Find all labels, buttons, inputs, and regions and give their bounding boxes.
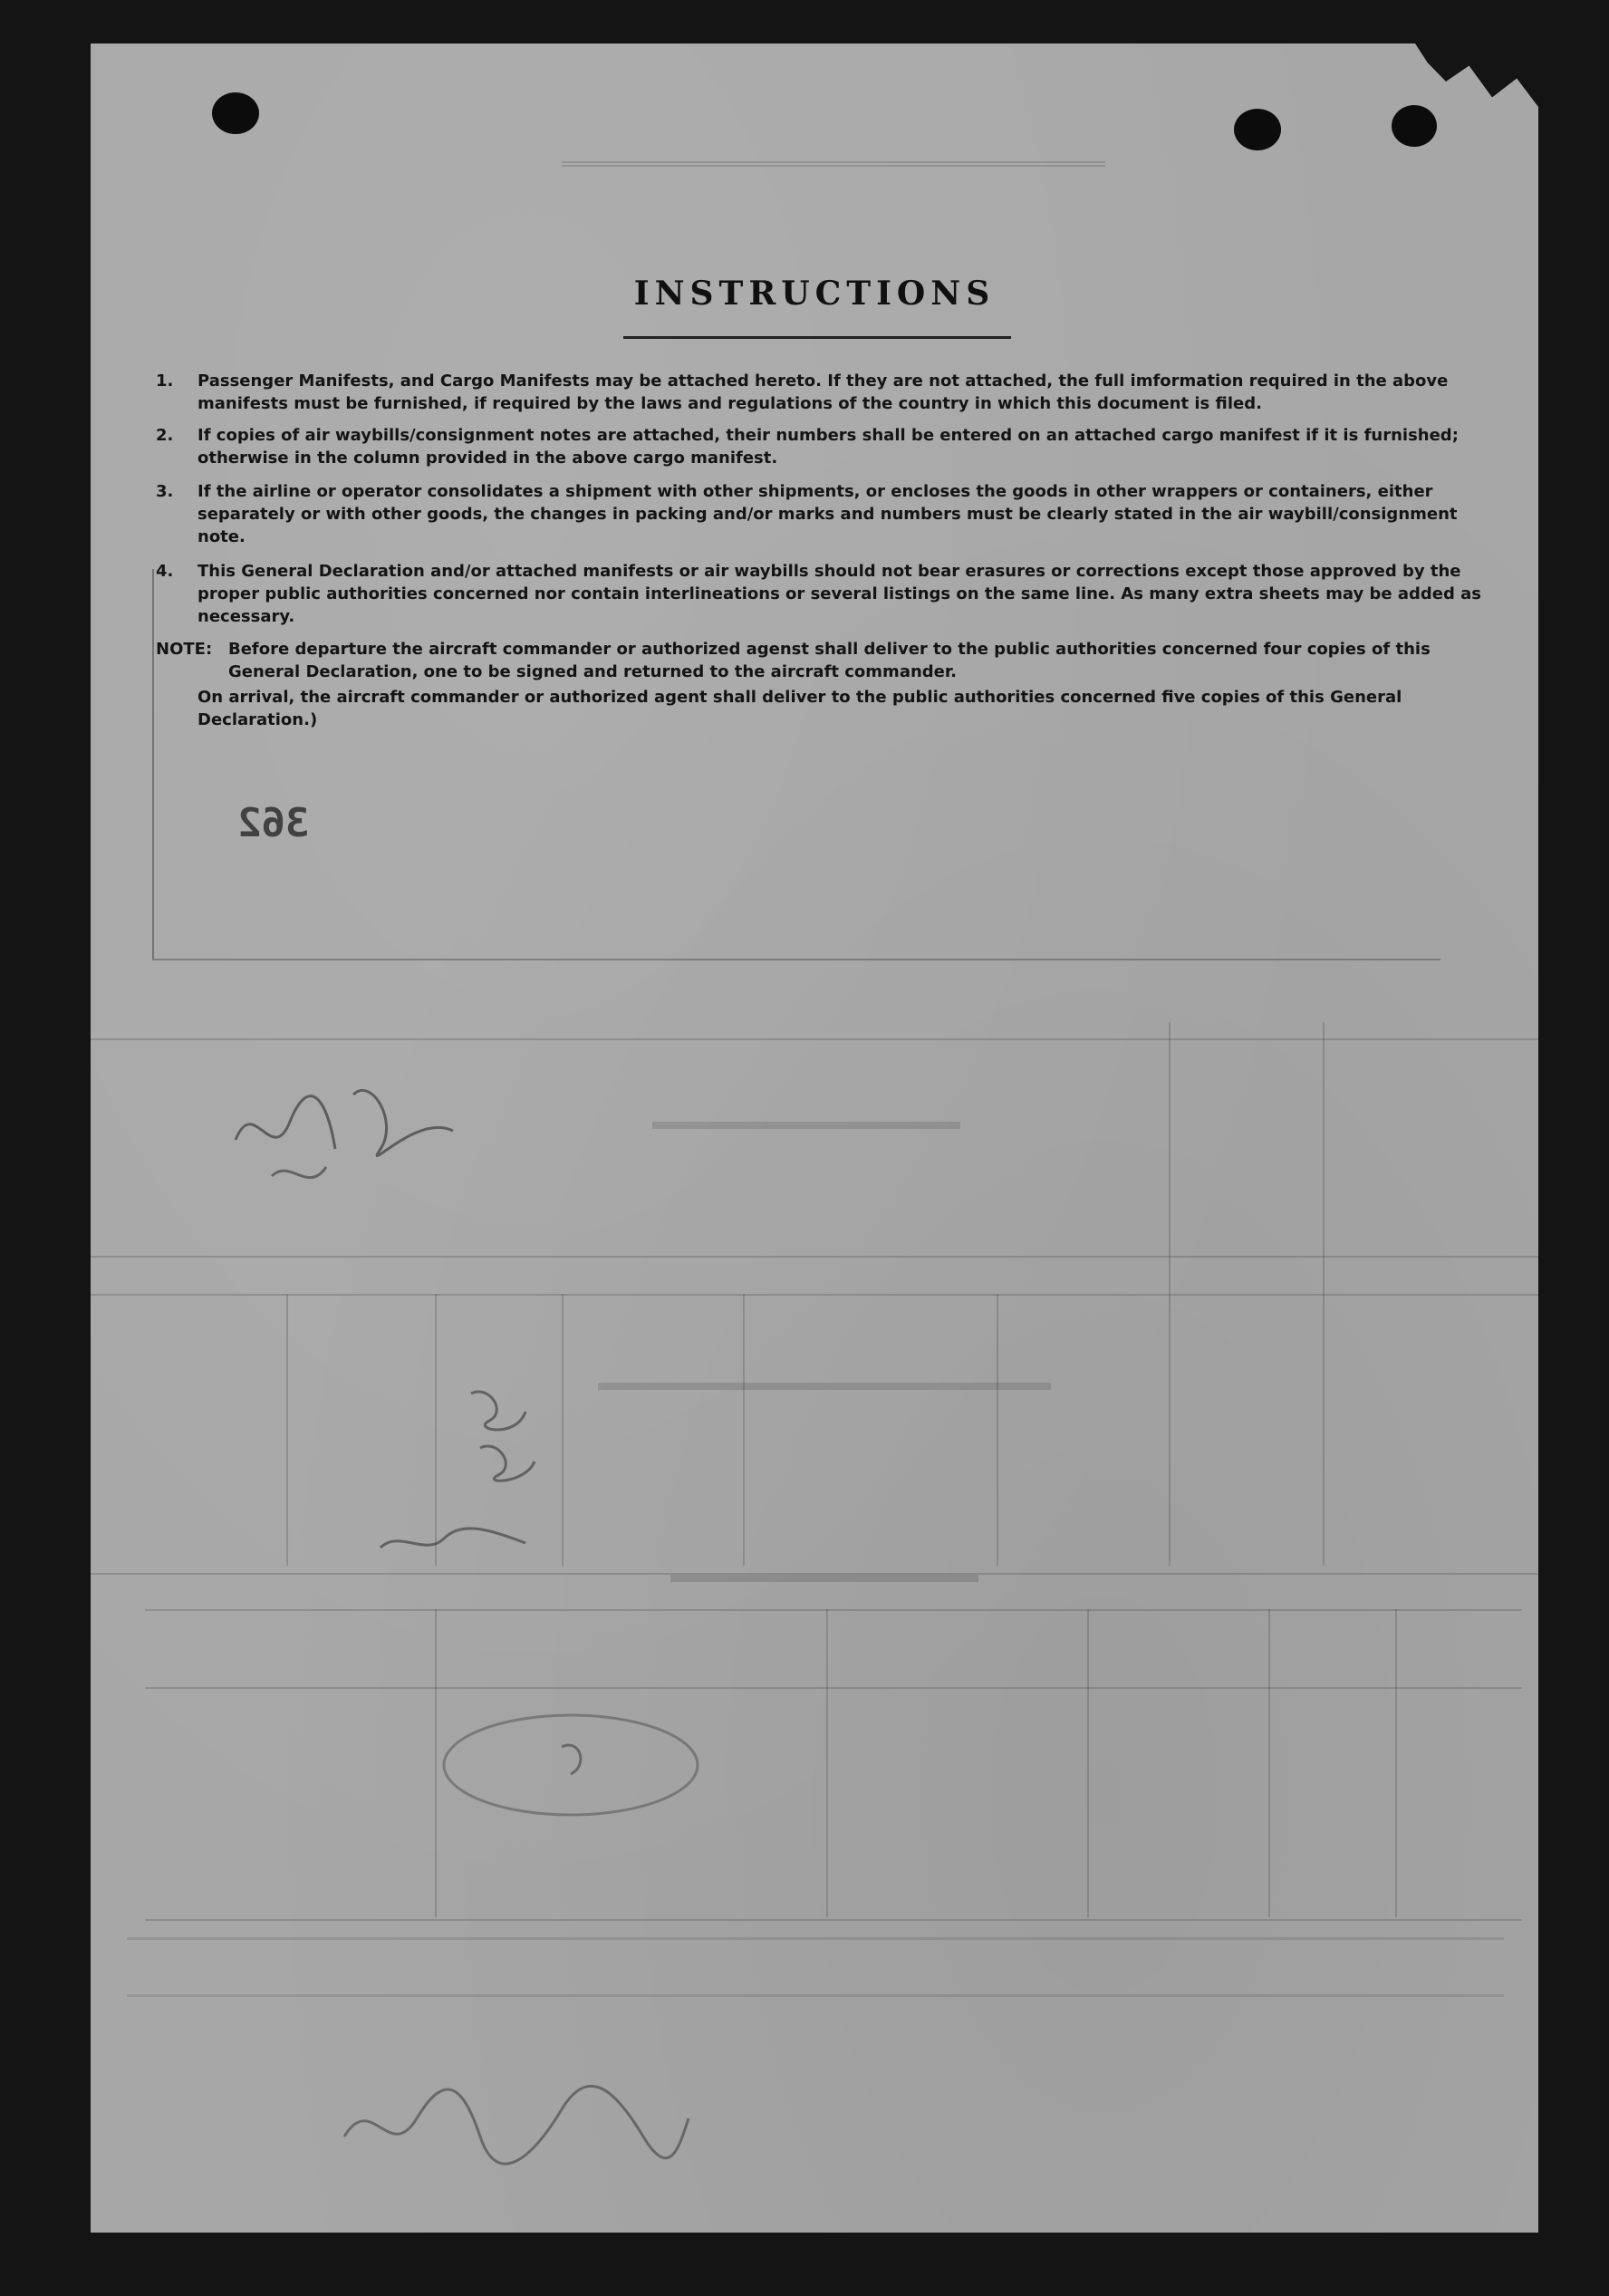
ghost-column [1268, 1609, 1270, 1917]
stamped-number: 362 [237, 800, 310, 846]
instruction-text: If the airline or operator consolidates a shipment with other shipments, or encloses the goods in other wrappers or containers, either separately or with other goods, the changes in packing and/or marks and numbers must be clearly stated in the air waybill/consignment note. [198, 482, 1458, 546]
bordered-region [152, 569, 1440, 960]
instruction-item-1 [156, 370, 1488, 415]
handwritten-annotation [217, 1040, 489, 1203]
ghost-heading [670, 1575, 978, 1606]
instruction-item-3 [156, 480, 1488, 548]
ghost-column [286, 1294, 288, 1566]
ghost-column [826, 1609, 828, 1917]
note-text: Before departure the aircraft commander or authorized agenst shall deliver to the public authorities concerned four copies of this General Declaration, one to be signed and returned to the aircraft commander. [228, 640, 1431, 681]
circled-mark [426, 1702, 716, 1828]
instruction-text: If copies of air waybills/consignment notes are attached, their numbers shall be entered on an attached cargo manifest if it is furnished; otherwise in the column provided in the above cargo manifest. [198, 426, 1459, 468]
punch-hole-left [212, 92, 259, 134]
title-underline [623, 336, 1011, 339]
ghost-column [1323, 1022, 1325, 1566]
document-page [91, 43, 1538, 2233]
ghost-column [1395, 1609, 1397, 1917]
instruction-item-2 [156, 424, 1488, 469]
punch-hole-right [1392, 105, 1437, 147]
ghost-heading [562, 161, 1105, 203]
ghost-column [743, 1294, 745, 1566]
instruction-number: 2. [156, 426, 174, 445]
instruction-text: Passenger Manifests, and Cargo Manifests may be attached hereto. If they are not attached, the full imformation required in the above manifests must be furnished, if required by the laws and regulations of the country in which this document is filed. [198, 371, 1449, 413]
instruction-number: 1. [156, 371, 174, 391]
page-title: INSTRUCTIONS [633, 275, 996, 313]
handwritten-figures [344, 1375, 580, 1575]
ghost-rule [145, 1687, 1522, 1689]
ghost-rule [145, 1609, 1522, 1611]
ghost-rule [145, 1919, 1522, 1921]
ghost-heading [598, 1383, 1051, 1408]
punch-hole-center-right [1234, 109, 1281, 150]
instruction-number: 4. [156, 562, 174, 581]
ghost-rule [91, 1256, 1538, 1258]
ghost-column [997, 1294, 998, 1566]
ghost-rule [91, 1294, 1538, 1296]
torn-corner [1384, 43, 1538, 107]
note-label: NOTE: [156, 640, 213, 659]
ghost-declaration [127, 1937, 1504, 1997]
ghost-column [1087, 1609, 1089, 1917]
ghost-heading [652, 1122, 960, 1147]
instruction-number: 3. [156, 482, 174, 501]
instruction-text: This General Declaration and/or attached manifests or air waybills should not bear erasures or corrections except those approved by the proper public authorities concerned nor contain interlineations or several listings on the same line. As many extra sheets may be added as necessary. [198, 562, 1482, 626]
signature [326, 2055, 707, 2182]
ghost-column [1169, 1022, 1171, 1566]
note-arrival-text: On arrival, the aircraft commander or authorized agent shall deliver to the public authorities concerned five copies of this General Declaration.) [198, 688, 1402, 729]
